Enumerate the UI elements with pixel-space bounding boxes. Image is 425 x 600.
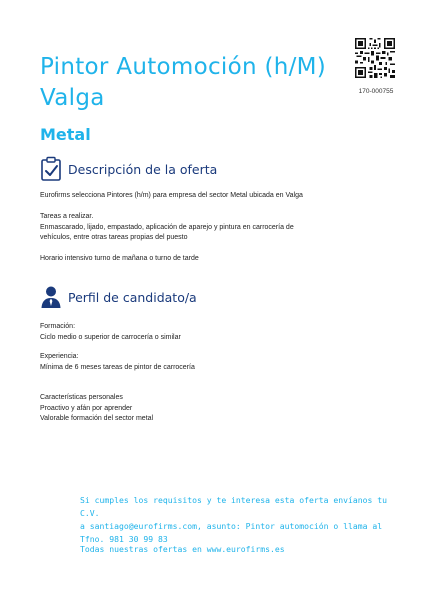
job-title-line-1: Pintor Automoción (h/M) — [40, 54, 327, 80]
job-title — [40, 52, 340, 114]
person-icon — [40, 284, 64, 310]
description-heading-label: Descripción de la oferta — [68, 162, 218, 177]
profile-training: Formación: Ciclo medio o superior de carrocería o similar — [40, 323, 181, 341]
description-schedule: Horario intensivo turno de mañana o turno de tarde — [40, 255, 199, 262]
website-line: Todas nuestras ofertas en www.eurofirms.es — [80, 544, 285, 554]
profile-heading-label: Perfil de candidato/a — [68, 290, 197, 305]
qr-code-icon — [355, 38, 395, 78]
checklist-icon — [40, 156, 64, 182]
description-intro: Eurofirms selecciona Pintores (h/m) para empresa del sector Metal ubicada en Valga — [40, 192, 303, 199]
description-tasks: Tareas a realizar. Enmascarado, lijado, empastado, aplicación de aparejo y pintura en carrocería de vehículos, entre otras tareas propias del puesto — [40, 213, 294, 241]
contact-line-3: Tfno. 981 30 99 83 — [80, 534, 168, 544]
profile-traits: Características personales Proactivo y afán por aprender Valorable formación del sector metal — [40, 394, 154, 422]
offer-reference: 170-000755 — [358, 88, 394, 95]
profile-experience: Experiencia: Mínima de 6 meses tareas de pintor de carrocería — [40, 353, 195, 371]
contact-line-1: Si cumples los requisitos y te interesa esta oferta envíanos tu C.V. — [80, 495, 387, 518]
job-title-line-2: Valga — [40, 85, 105, 111]
website-note — [80, 543, 400, 556]
sector-label: Metal — [40, 125, 91, 144]
contact-line-2: a santiago@eurofirms.com, asunto: Pintor automoción o llama al — [80, 521, 383, 531]
contact-info — [80, 494, 400, 546]
